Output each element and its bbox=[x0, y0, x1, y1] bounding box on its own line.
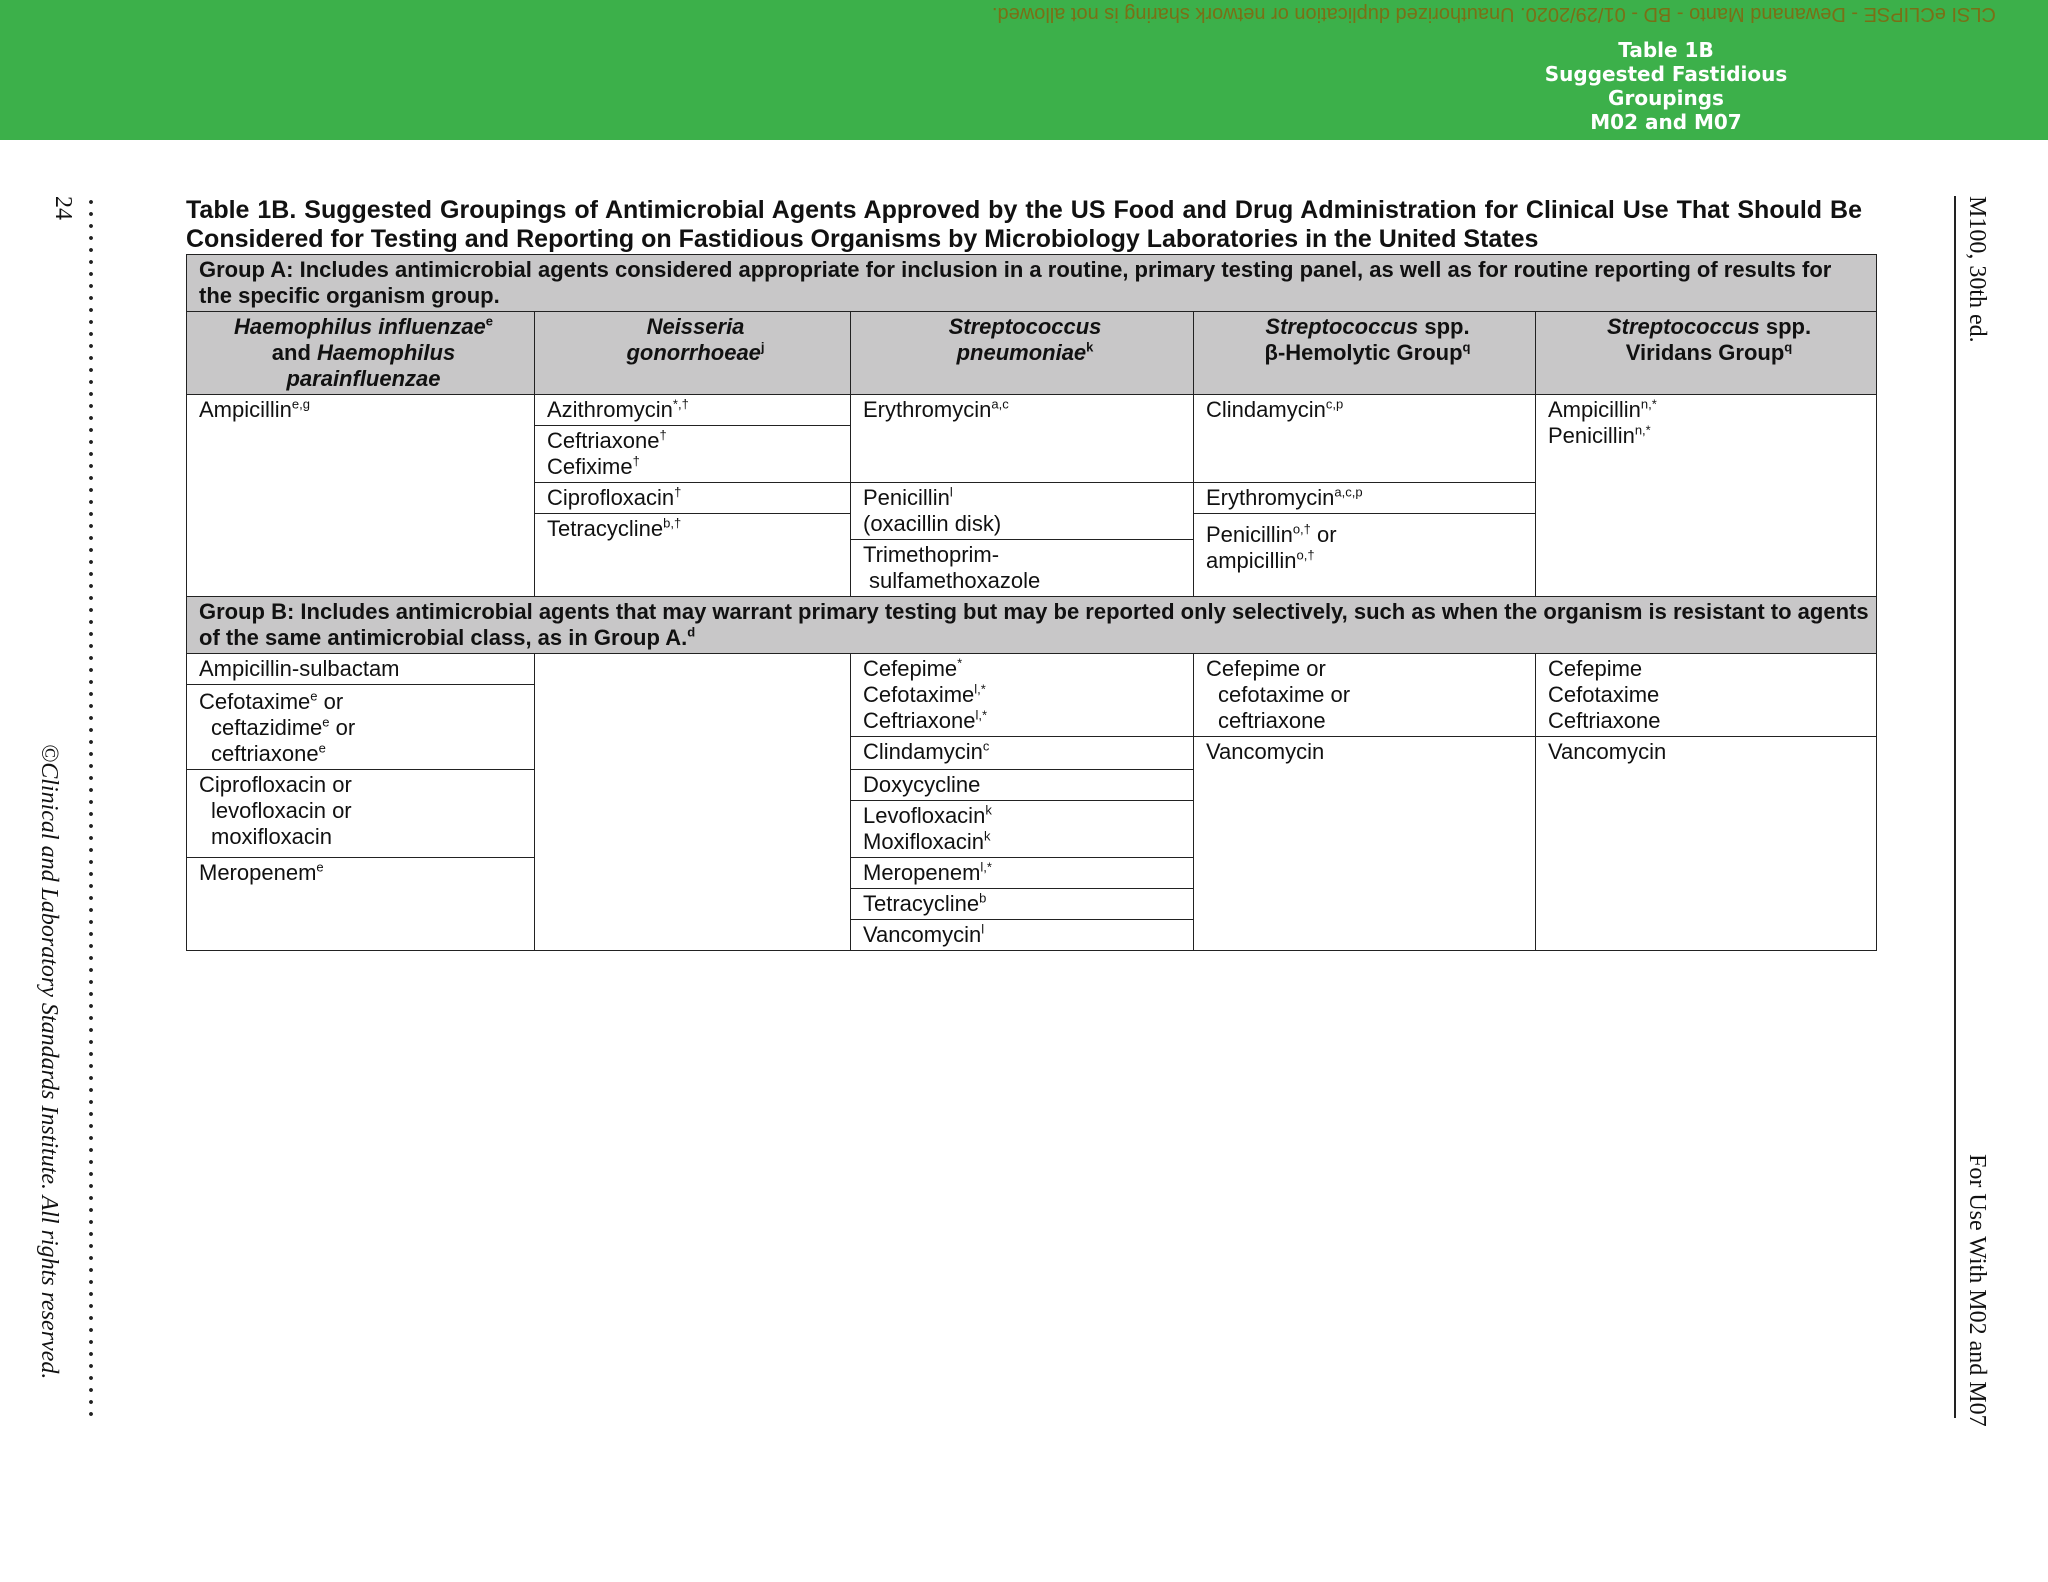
col1-and: and bbox=[271, 340, 311, 365]
footnote-sup: c bbox=[982, 738, 990, 754]
col-header-beta-hemolytic bbox=[1194, 312, 1536, 395]
footnote-sup: l bbox=[949, 484, 953, 500]
or-text: or bbox=[317, 689, 344, 714]
cell-viridans-vancomycin bbox=[1536, 737, 1877, 951]
drug-name: Penicillin bbox=[863, 485, 950, 510]
page-number: 24 bbox=[50, 196, 76, 220]
drug-name: Tetracycline bbox=[863, 891, 980, 916]
drug-name: Meropenem bbox=[199, 860, 317, 885]
group-b-header-row bbox=[187, 597, 1877, 654]
drug-name: Penicillin bbox=[1206, 522, 1293, 547]
drug-name: Erythromycin bbox=[1206, 485, 1335, 510]
footnote-sup: b,† bbox=[663, 515, 682, 531]
drug-name: Trimethoprim- bbox=[863, 542, 1000, 567]
col4-line2: β-Hemolytic Group bbox=[1264, 340, 1463, 365]
cell-pneumoniae-tetracycline bbox=[851, 889, 1194, 920]
footnote-sup: k bbox=[985, 802, 992, 818]
drug-name: Ceftriaxone bbox=[1548, 708, 1661, 733]
footnote-sup: a,c,p bbox=[1334, 484, 1363, 500]
drug-name-cont: sulfamethoxazole bbox=[869, 568, 1041, 593]
drug-name: ceftriaxone bbox=[211, 741, 319, 766]
col2-line2: gonorrhoeae bbox=[626, 340, 761, 365]
right-margin-rule bbox=[1954, 196, 1956, 1418]
footnote-sup: † bbox=[632, 453, 640, 469]
col4-spp: spp. bbox=[1418, 314, 1470, 339]
footnote-sup: e bbox=[322, 714, 330, 730]
col-header-neisseria bbox=[535, 312, 851, 395]
table-row bbox=[187, 395, 1877, 426]
drug-name: levofloxacin or bbox=[211, 798, 352, 823]
drug-name: Ampicillin bbox=[1548, 397, 1641, 422]
footnote-sup: *,† bbox=[672, 396, 689, 412]
footnote-sup: o,† bbox=[1296, 547, 1315, 563]
cell-neisseria-azithromycin bbox=[535, 395, 851, 426]
banner-title-line3: M02 and M07 bbox=[1590, 110, 1742, 134]
footnote-sup: k bbox=[984, 828, 991, 844]
banner-title-line2: Suggested Fastidious Groupings bbox=[1544, 62, 1788, 110]
edition-label: M100, 30th ed. bbox=[1964, 196, 1990, 343]
col3-line1: Streptococcus bbox=[948, 314, 1102, 339]
col-header-viridans bbox=[1536, 312, 1877, 395]
drug-name: Cefepime bbox=[863, 656, 958, 681]
footnote-sup: l bbox=[981, 921, 985, 937]
col1-line1: Haemophilus influenzae bbox=[233, 314, 486, 339]
drug-name: Ceftriaxone bbox=[547, 428, 660, 453]
footnote-sup: e bbox=[310, 688, 318, 704]
col1-line3: parainfluenzae bbox=[286, 366, 441, 391]
col3-line2: pneumoniae bbox=[956, 340, 1087, 365]
drug-name: Cefotaxime bbox=[1548, 682, 1660, 707]
col1-sup: e bbox=[485, 313, 494, 329]
footnote-sup: * bbox=[957, 655, 963, 671]
footnote-sup: d bbox=[687, 624, 696, 640]
drug-name: Vancomycin bbox=[1548, 739, 1667, 764]
footnote-sup: l,* bbox=[975, 707, 988, 723]
header-banner bbox=[0, 0, 2048, 140]
col4-sup: q bbox=[1462, 339, 1471, 355]
cell-pneumoniae-fluoroquinolones bbox=[851, 801, 1194, 858]
drug-name: Doxycycline bbox=[863, 772, 981, 797]
column-header-row bbox=[187, 312, 1877, 395]
col2-sup: j bbox=[760, 339, 765, 355]
col-header-haemophilus bbox=[187, 312, 535, 395]
cell-pneumoniae-meropenem bbox=[851, 858, 1194, 889]
col4-line1: Streptococcus bbox=[1265, 314, 1419, 339]
cell-pneumoniae-clindamycin bbox=[851, 737, 1194, 770]
drug-name: Ciprofloxacin bbox=[547, 485, 675, 510]
footnote-sup: b bbox=[979, 890, 987, 906]
or-text: or bbox=[1310, 522, 1337, 547]
drug-name: Tetracycline bbox=[547, 516, 664, 541]
drug-name: Vancomycin bbox=[1206, 739, 1325, 764]
table-title: Table 1B. Suggested Groupings of Antimicrobial Agents Approved by the US Food and Drug Administration for Clinical Use That Should Be Considered for Testing and Reporting on Fastidious Organisms by Microbiology Laboratories in the United States bbox=[186, 196, 1862, 253]
footnote-sup: n,* bbox=[1634, 422, 1651, 438]
footnote-sup: e bbox=[318, 740, 326, 756]
cell-beta-erythromycin bbox=[1194, 483, 1536, 514]
cell-pneumoniae-vancomycin bbox=[851, 920, 1194, 951]
cell-pneumoniae-doxycycline bbox=[851, 770, 1194, 801]
drug-name: Meropenem bbox=[863, 860, 981, 885]
drug-name: Erythromycin bbox=[863, 397, 992, 422]
dotted-rule bbox=[89, 196, 93, 1418]
drug-name: Penicillin bbox=[1548, 423, 1635, 448]
cell-beta-vancomycin bbox=[1194, 737, 1536, 951]
table-row bbox=[187, 654, 1877, 685]
drug-name: Cefepime or bbox=[1206, 656, 1326, 681]
footnote-sup: † bbox=[674, 484, 682, 500]
drug-name: Ampicillin bbox=[199, 397, 292, 422]
drug-name: Levofloxacin bbox=[863, 803, 986, 828]
drug-name: Cefotaxime bbox=[863, 682, 975, 707]
drug-name: Clindamycin bbox=[1206, 397, 1326, 422]
banner-title-line1: Table 1B bbox=[1618, 38, 1714, 62]
col5-sup: q bbox=[1784, 339, 1793, 355]
cell-haemophilus-amp-sulb bbox=[187, 654, 535, 685]
cell-pneumoniae-tmp-smx bbox=[851, 540, 1194, 597]
col5-line2: Viridans Group bbox=[1625, 340, 1785, 365]
drug-name: Ampicillin-sulbactam bbox=[199, 656, 400, 681]
cell-haemophilus-group-a bbox=[187, 395, 535, 597]
col3-sup: k bbox=[1086, 339, 1094, 355]
drug-name: Cefotaxime bbox=[199, 689, 311, 714]
cell-haemophilus-fluoroquinolones bbox=[187, 770, 535, 858]
drug-name: Vancomycin bbox=[863, 922, 982, 947]
footnote-sup: l,* bbox=[974, 681, 986, 697]
antimicrobial-groupings-table bbox=[186, 254, 1877, 951]
group-b-header bbox=[187, 597, 1877, 654]
col2-line1: Neisseria bbox=[646, 314, 745, 339]
cell-pneumoniae-cephalosporins bbox=[851, 654, 1194, 737]
drug-name: cefotaxime or bbox=[1218, 682, 1351, 707]
cell-pneumoniae-erythromycin bbox=[851, 395, 1194, 483]
cell-neisseria-group-b-empty bbox=[535, 654, 851, 951]
drug-name: Ciprofloxacin or bbox=[199, 772, 352, 797]
for-use-label: For Use With M02 and M07 bbox=[1964, 1154, 1990, 1427]
cell-haemophilus-meropenem bbox=[187, 858, 535, 951]
drug-note: (oxacillin disk) bbox=[863, 511, 1002, 536]
drug-name: Clindamycin bbox=[863, 739, 983, 764]
col1-line2: Haemophilus bbox=[317, 340, 456, 365]
footnote-sup: † bbox=[659, 427, 667, 443]
footnote-sup: l,* bbox=[980, 859, 992, 875]
cell-viridans-cephalosporins bbox=[1536, 654, 1877, 737]
drug-name: Moxifloxacin bbox=[863, 829, 985, 854]
cell-haemophilus-cephalosporins bbox=[187, 685, 535, 770]
group-b-header-text: Group B: Includes antimicrobial agents that may warrant primary testing but may be reported only selectively, such as when the organism is resistant to agents of the same antimicrobial class, as in Group A. bbox=[199, 599, 1869, 650]
col5-line1: Streptococcus bbox=[1606, 314, 1760, 339]
cell-beta-cephalosporins bbox=[1194, 654, 1536, 737]
footnote-sup: n,* bbox=[1640, 396, 1657, 412]
drug-name: Azithromycin bbox=[547, 397, 673, 422]
cell-viridans-group-a bbox=[1536, 395, 1877, 597]
drug-name: Cefepime bbox=[1548, 656, 1643, 681]
footnote-sup: o,† bbox=[1292, 521, 1311, 537]
footnote-sup: e bbox=[316, 859, 324, 875]
cell-neisseria-ciprofloxacin bbox=[535, 483, 851, 514]
drug-name: ceftazidime bbox=[211, 715, 323, 740]
cell-beta-penicillin bbox=[1194, 514, 1536, 597]
drug-name: ceftriaxone bbox=[1218, 708, 1326, 733]
group-a-header: Group A: Includes antimicrobial agents considered appropriate for inclusion in a routine, primary testing panel, as well as for routine reporting of results for the specific organism group. bbox=[187, 255, 1877, 312]
drug-name: Cefixime bbox=[547, 454, 633, 479]
drug-name: moxifloxacin bbox=[211, 824, 333, 849]
footnote-sup: a,c bbox=[991, 396, 1009, 412]
group-a-header-row bbox=[187, 255, 1877, 312]
cell-pneumoniae-penicillin bbox=[851, 483, 1194, 540]
cell-beta-clindamycin bbox=[1194, 395, 1536, 483]
copyright-notice: ©Clinical and Laboratory Standards Institute. All rights reserved. bbox=[36, 744, 62, 1380]
cell-neisseria-tetracycline bbox=[535, 514, 851, 597]
col-header-pneumoniae bbox=[851, 312, 1194, 395]
footnote-sup: e,g bbox=[291, 396, 310, 412]
drug-name: Ceftriaxone bbox=[863, 708, 976, 733]
license-watermark: CLSI eCLIPSE - Dewanand Manto - BD - 01/29/2020. Unauthorized duplication or network sharing is not allowed. bbox=[992, 3, 1996, 25]
cell-neisseria-cephalosporins bbox=[535, 426, 851, 483]
footnote-sup: c,p bbox=[1325, 396, 1344, 412]
drug-name: ampicillin bbox=[1206, 548, 1297, 573]
col5-spp: spp. bbox=[1759, 314, 1812, 339]
or-text: or bbox=[329, 715, 356, 740]
banner-title bbox=[1496, 38, 1836, 134]
